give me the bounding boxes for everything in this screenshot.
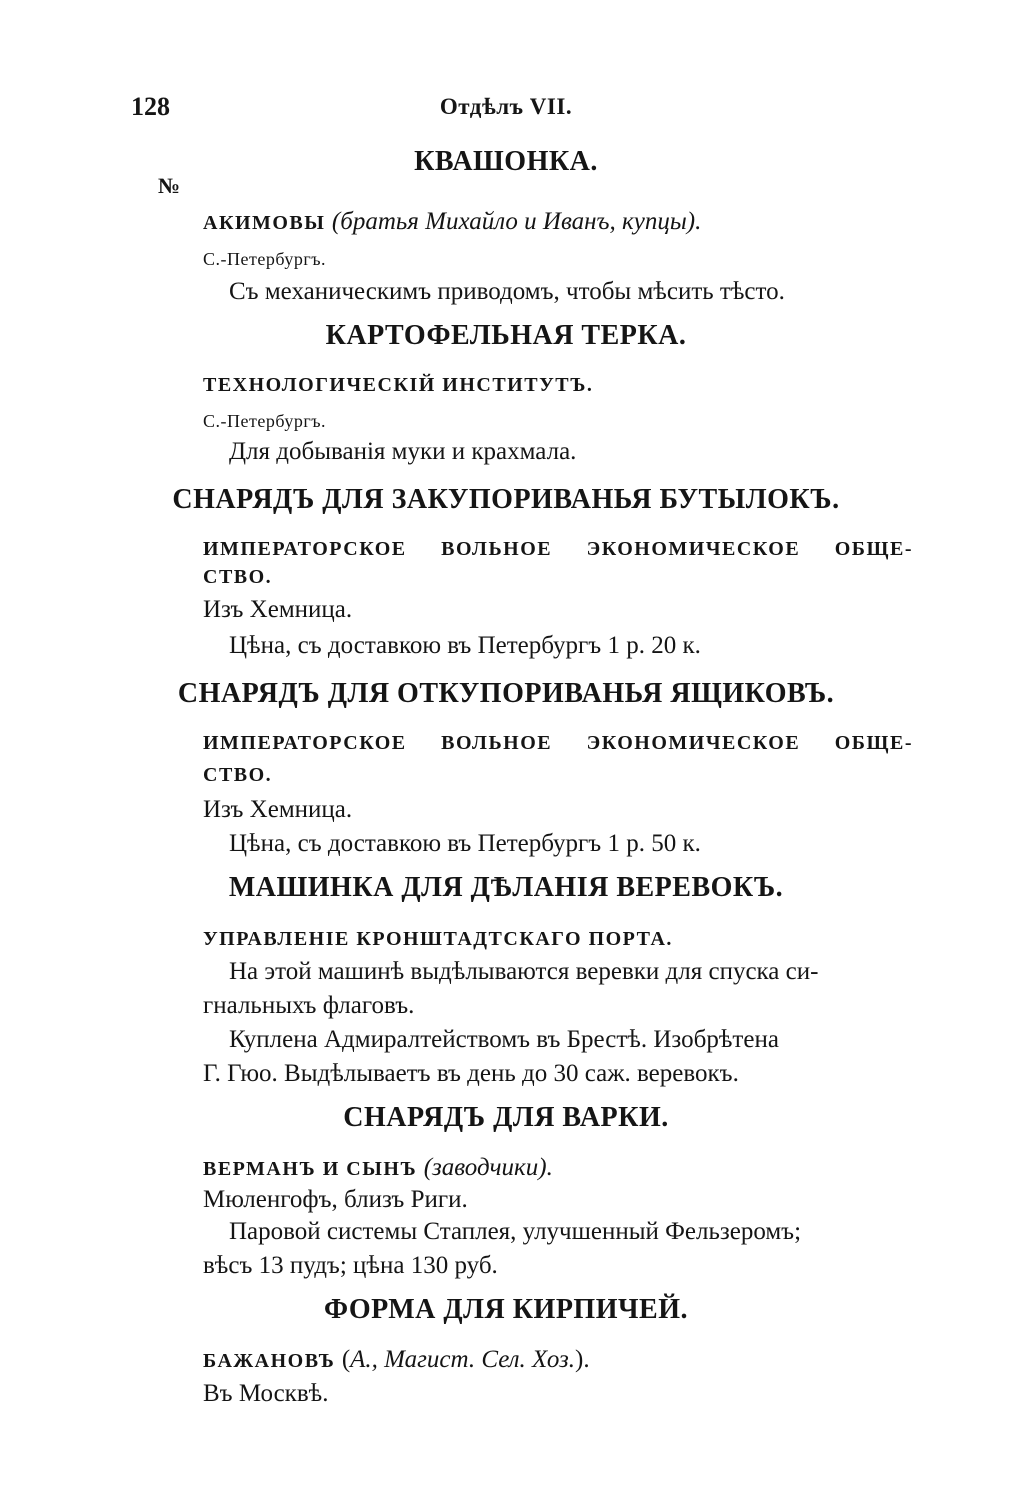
item-description-cont: гнальныхъ флаговъ. <box>203 992 415 1019</box>
exhibitor-vef-society: ИМПЕРАТОРСКОЕ ВОЛЬНОЕ ЭКОНОМИЧЕСКОЕ ОБЩЕ- <box>203 732 913 754</box>
exhibitor-note: (заводчики). <box>423 1154 553 1181</box>
exhibitor-akimovy <box>203 208 701 236</box>
number-sign: № <box>158 173 181 198</box>
exhibitor-vef-society: ИМПЕРАТОРСКОЕ ВОЛЬНОЕ ЭКОНОМИЧЕСКОЕ ОБЩЕ- <box>203 538 913 560</box>
running-title: Отдѣлъ VII. <box>439 94 573 119</box>
exhibitor-place: Мюленгофъ, близъ Риги. <box>203 1186 468 1213</box>
exhibitor-place: С.-Петербургъ. <box>203 411 327 431</box>
exhibitor-verman <box>203 1154 553 1182</box>
exhibitor-note: (А., Магист. Сел. Хоз.). <box>341 1346 590 1373</box>
exhibitor-place: С.-Петербургъ. <box>203 249 327 269</box>
exhibitor-name: ВЕРМАНЪ И СЫНЪ <box>203 1158 418 1180</box>
item-price: Цѣна, съ доставкою въ Петербургъ 1 р. 20 к. <box>229 632 701 659</box>
exhibitor-name: БАЖАНОВЪ <box>203 1350 336 1372</box>
item-description: Съ механическимъ приводомъ, чтобы мѣсить тѣсто. <box>229 278 785 305</box>
exhibitor-place: Въ Москвѣ. <box>203 1380 329 1407</box>
exhibitor-name-cont: СТВО. <box>203 764 273 786</box>
item-description: Куплена Адмиралтействомъ въ Брестѣ. Изобрѣтена <box>229 1026 779 1053</box>
page-number: 128 <box>131 92 170 121</box>
exhibitor-note: (братья Михайло и Иванъ, купцы). <box>331 208 702 235</box>
exhibitor-place: Изъ Хемница. <box>203 596 353 623</box>
page-header <box>0 92 1012 124</box>
exhibitor-name: АКИМОВЫ <box>203 212 326 234</box>
item-description: На этой машинѣ выдѣлываются веревки для спуска си- <box>229 958 819 985</box>
item-description: Для добыванія муки и крахмала. <box>229 438 577 465</box>
item-description-cont: вѣсъ 13 пудъ; цѣна 130 руб. <box>203 1252 498 1279</box>
item-price: Цѣна, съ доставкою въ Петербургъ 1 р. 50 к. <box>229 830 701 857</box>
section-heading-varki: СНАРЯДЪ ДЛЯ ВАРКИ. <box>343 1102 669 1133</box>
exhibitor-bazhanov <box>203 1346 590 1374</box>
section-heading-kvashonka: КВАШОНКА. <box>414 146 598 177</box>
section-heading-forma-kirpichey: ФОРМА ДЛЯ КИРПИЧЕЙ. <box>324 1294 688 1325</box>
section-heading-zakuporivanya: СНАРЯДЪ ДЛЯ ЗАКУПОРИВАНЬЯ БУТЫЛОКЪ. <box>172 484 840 515</box>
exhibitor-name-cont: СТВО. <box>203 566 273 588</box>
exhibitor-tekhnologicheskiy-institut: ТЕХНОЛОГИЧЕСКІЙ ИНСТИТУТЪ. <box>203 374 594 396</box>
exhibitor-kronshtadt-port: УПРАВЛЕНІЕ КРОНШТАДТСКАГО ПОРТА. <box>203 928 673 950</box>
item-description: Паровой системы Стаплея, улучшенный Фельзеромъ; <box>229 1218 802 1245</box>
section-heading-kartofelnaya-terka: КАРТОФЕЛЬНАЯ ТЕРКА. <box>325 320 687 351</box>
exhibitor-place: Изъ Хемница. <box>203 796 353 823</box>
section-heading-otkuporivanya: СНАРЯДЪ ДЛЯ ОТКУПОРИВАНЬЯ ЯЩИКОВЪ. <box>177 678 835 709</box>
section-heading-mashinka-verevok: МАШИНКА ДЛЯ ДѢЛАНІЯ ВЕРЕВОКЪ. <box>228 872 784 903</box>
item-description-cont: Г. Гюо. Выдѣлываетъ въ день до 30 саж. веревокъ. <box>203 1060 739 1087</box>
